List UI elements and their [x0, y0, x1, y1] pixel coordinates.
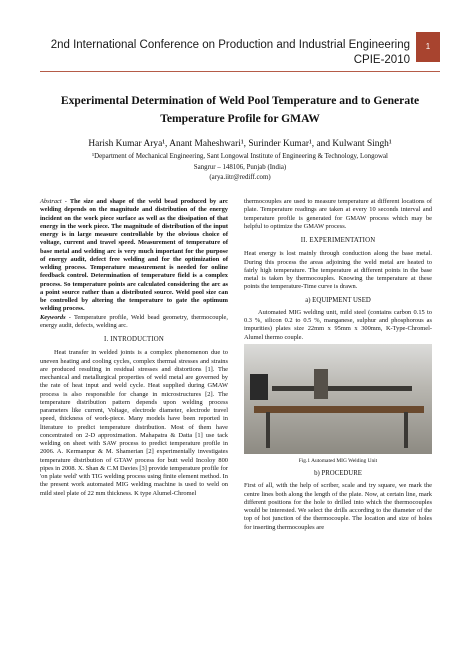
wire-feeder	[250, 374, 268, 400]
table-leg-left	[266, 412, 270, 448]
subsection-heading-equipment: a) EQUIPMENT USED	[305, 296, 371, 304]
introduction-paragraph: Heat transfer in welded joints is a complex phenomenon due to uneven heating and cooling cycles, complex thermal stresses and strains are produced resulting in residual stresses and distortions [1]. The mechanical and metallurgical properties of weld metal are governed by the rate of heat input and weld cycle. Heat supplied during GMAW process is also responsible for change in microstructures [2]. The temperature distribution pattern depends upon welding process parameters like current, Voltage, electrode diameter, electrode travel speed, thickness of work-piece. Many models have been reported in literature to predict temperature distribution. Most of them have concentrated on 2-D approximation. Mahapatra & Datta [1] use tack welding on sheet with SAW process to predict temperature profile in 2006. A. Kermanpur & M. Shamerian [2] experimentally investigates temperature distribution of GTAW process for butt weld Incoloy 800 pipes in 2008. X. Shan & C.M Davies [3] provide temperature profile for 'on plate weld' with TIG welding process using finite element method. In the present work automated MIG welding machine is used to weld on mild steel plate of 22 mm thickness. K type Alumel-Chromel	[40, 349, 228, 497]
right-column	[244, 198, 432, 532]
title-line-1: Experimental Determination of Weld Pool Temperature and to Generate	[60, 94, 420, 107]
page-number-tab	[416, 32, 440, 62]
affiliation	[40, 152, 440, 184]
keywords	[40, 314, 228, 331]
section-heading-introduction: I. INTRODUCTION	[103, 336, 164, 343]
figure-caption: Fig.1 Automated MIG Welding Unit	[298, 457, 378, 464]
affiliation-line-2: Sangrur – 148106, Punjab (India)	[193, 163, 287, 171]
affiliation-email: (arya.iitr@rediff.com)	[209, 174, 271, 181]
abstract	[40, 198, 228, 314]
conference-code: CPIE-2010	[353, 54, 410, 66]
conference-header	[40, 38, 410, 68]
abstract-text: The size and shape of the weld bead produced by arc welding depends on the magnitude and distribution of the energy incident on the work piece surface as well as the dissipation of that energy in the work piece. The magnitude of distribution of the input energy is in large measure controllable by the obvious choice of voltage, current and travel speed. Measurement of temperature of base metal and welding arc is very much important for the purpose of energy audit, defect free welding and for the optimization of welding process. Temperature measurement is needed for online feedback control. Determination of temperature field is a complex process. So temperature points are calculated considering the arc as a point source rather than a distributed source. Weld pool size can be controlled by altering the temperature to gate the optimum welding process.	[40, 198, 229, 313]
conference-title: 2nd International Conference on Production and Industrial Engineering	[50, 39, 410, 51]
section-heading-experimentation: II. EXPERIMENTATION	[300, 237, 376, 244]
left-column	[40, 198, 228, 498]
experimentation-paragraph: Heat energy is lost mainly through conduction along the base metal. During this process the areas adjoining the weld metal are heated to fairly high temperature. The temperature at different points in the base metal is taken by thermocouples. Knowing the temperature at these points the temperature-Time curve is drawn.	[244, 250, 432, 291]
affiliation-line-1: ¹Department of Mechanical Engineering, Sant Longowal Institute of Engineering & Technology, Longowal	[92, 153, 388, 160]
page-number: 1	[425, 42, 431, 51]
paper-title	[55, 92, 425, 128]
welding-torch	[314, 369, 328, 399]
keywords-label: Keywords	[40, 313, 66, 321]
header-divider	[40, 71, 440, 72]
keywords-text: - Temperature profile, Weld bead geometry, thermocouple, energy audit, defects, welding arc.	[40, 313, 228, 329]
intro-continuation-paragraph: thermocouples are used to measure temperature at different locations of plate. Temperature readings are taken at every 10 seconds interval and temperature profile is generated for GMAW process which may be helpful to optimize the GMAW process.	[244, 198, 432, 230]
welding-unit-photo	[244, 344, 432, 454]
welding-table-top	[254, 406, 424, 413]
abstract-label: Abstract -	[40, 198, 67, 205]
table-leg-right	[404, 412, 408, 448]
welding-machine-rail	[272, 386, 412, 391]
author-list: Harish Kumar Arya¹, Anant Maheshwari¹, Surinder Kumar¹, and Kulwant Singh¹	[88, 139, 392, 149]
equipment-paragraph: Automated MIG welding unit, mild steel (contains carbon 0.15 to 0.3 %, silicon 0.2 to 0.5 %, manganese, sulphur and phosphorous as impurities) plates size 22mm x 95mm x 300mm, K-Type-Chromel-Alumel thermo couple.	[244, 308, 432, 341]
procedure-paragraph: First of all, with the help of scriber, scale and try square, we mark the centre lines both along the length of the plate. Now, at certain line, mark different positions for the hole to drilled into which the thermocouples would be interested. We select the drills according to the diameter of the top of hot junction of the thermocouple. The location and size of holes for inserting thermocouples are	[244, 482, 432, 531]
title-line-2: Temperature Profile for GMAW	[160, 112, 320, 125]
subsection-heading-procedure: b) PROCEDURE	[314, 470, 362, 477]
